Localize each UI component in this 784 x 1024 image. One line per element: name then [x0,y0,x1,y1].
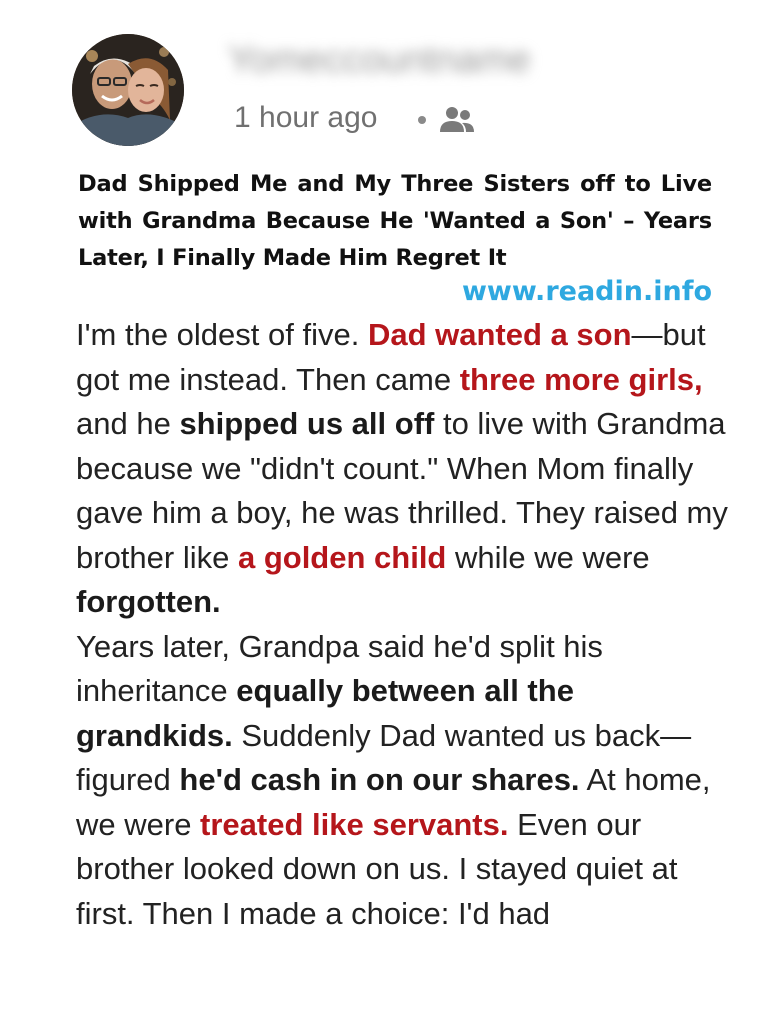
highlight-bold: he'd cash in on our shares. [179,762,580,797]
story-text: —but got me instead. Then came [76,317,706,397]
avatar[interactable] [72,34,184,146]
story-text: to live with Grandma because we "didn't count." When Mom finally gave him a boy, he was thrilled. They raised my brother like [76,406,728,575]
highlight-red: a golden child [237,539,447,575]
post-headline: Dad Shipped Me and My Three Sisters off to Live with Grandma Because He 'Wanted a Son' – Years Later, I Finally Made Him Regret It [78,171,712,271]
story-text: I'm the oldest of five. [76,317,368,352]
story-text: At home, we were [76,762,711,842]
friends-icon[interactable] [438,104,476,136]
post-header [0,0,784,160]
highlight-red: three more girls, [459,361,703,397]
story-text: while we were [446,539,650,575]
highlight-bold: forgotten. [76,584,221,619]
account-name[interactable]: Yomeccountname [228,39,531,81]
highlight-red: Dad wanted a son [367,317,632,352]
avatar-photo [72,34,184,146]
source-url[interactable]: www.readin.info [461,276,712,307]
highlight-bold: equally between all the grandkids. [76,673,574,753]
story-body [76,313,736,936]
post-timestamp[interactable]: 1 hour ago [234,101,378,134]
story-text: Suddenly Dad wanted us back—figured [76,717,692,797]
story-text: and he [76,406,180,441]
highlight-bold: shipped us all off [179,406,435,441]
story-text: Years later, Grandpa said he'd split his inheritance [76,628,603,708]
highlight-red: treated like servants. [200,806,509,842]
separator-dot [418,116,426,124]
story-text: Even our brother looked down on us. I stayed quiet at first. Then I made a choice: I'd had [76,806,678,931]
